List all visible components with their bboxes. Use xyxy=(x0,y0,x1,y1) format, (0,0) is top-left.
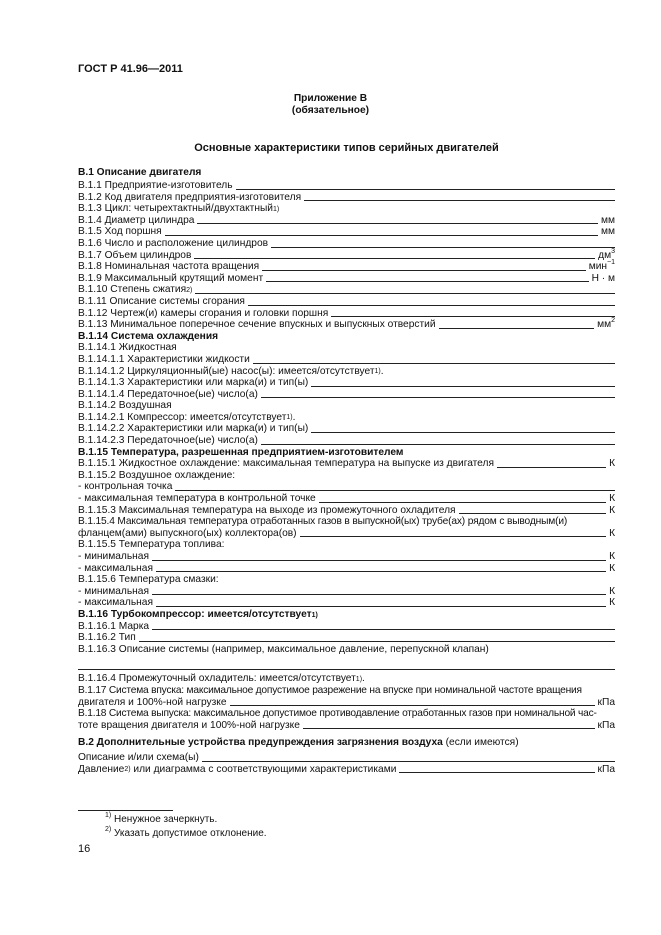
fill-line xyxy=(175,490,615,491)
appendix-note: (обязательное) xyxy=(291,105,370,116)
form-row: В.1.16.3 Описание системы (например, максимальное давление, перепускной клапан) xyxy=(78,643,489,655)
form-row: фланцем(ами) выпускного(ых) коллектора(ов) К xyxy=(78,527,615,539)
form-row: В.1.18 Система выпуска: максимальное допустимое противодавление отработанных газов при номинальной час- xyxy=(78,708,597,720)
form-row: В.1.1 Предприятие-изготовитель xyxy=(78,180,615,192)
form-row: В.1.14.2.2 Характеристики или марка(и) и тип(ы) xyxy=(78,423,615,435)
fill-line xyxy=(197,223,598,224)
fill-line xyxy=(459,513,607,514)
form-row: В.1.16.2 Тип xyxy=(78,632,615,644)
form-row: В.1.7 Объем цилиндров $дм^3$ xyxy=(78,247,615,261)
footnote-mark: 1) xyxy=(286,414,293,422)
footnote-mark: 2) xyxy=(124,766,131,774)
form-row: В.1.9 Максимальный крутящий момент Н · м xyxy=(78,272,615,284)
fill-line xyxy=(248,305,615,306)
form-row: В.1.14.2 Воздушная xyxy=(78,400,172,412)
form-row: - контрольная точка xyxy=(78,481,615,493)
footnote-mark: 1) xyxy=(311,611,318,619)
appendix-title: Приложение В xyxy=(293,93,368,104)
document-title: Основные характеристики типов серийных двигателей xyxy=(194,142,499,154)
fill-line xyxy=(152,629,615,630)
form-row: В.1.15.2 Воздушное охлаждение: xyxy=(78,469,236,481)
fill-line xyxy=(194,258,595,259)
fill-line xyxy=(331,316,615,317)
form-row: тоте вращения двигателя и 100%-ной нагрузке кПа xyxy=(78,719,615,731)
footnote-mark: 1) xyxy=(374,368,381,376)
subsection-heading: В.1.15 Температура, разрешенная предприятием-изготовителем xyxy=(78,446,404,458)
footnote-mark: 1) xyxy=(272,205,280,213)
fill-line xyxy=(261,444,615,445)
unit-label: К xyxy=(609,551,615,562)
fill-line xyxy=(311,432,615,433)
form-row: В.1.15.6 Температура смазки: xyxy=(78,574,219,586)
form-row: В.1.15.3 Максимальная температура на выходе из промежуточного охладителя К xyxy=(78,504,615,516)
form-row: В.1.15.5 Температура топлива: xyxy=(78,539,225,551)
section-b2-heading: В.2 Дополнительные устройства предупреждения загрязнения воздуха (если имеются) xyxy=(78,737,519,749)
unit-label: мм xyxy=(600,214,615,226)
form-row: В.1.17 Система впуска: максимальное допустимое разрежение на впуске при номинальной частоте вращения xyxy=(78,684,582,696)
unit-label: К xyxy=(609,527,615,539)
form-row: В.1.14.1.2 Циркуляционный(ые) насос(ы): имеется/отсутствует $^{1)}$ . xyxy=(78,365,384,377)
section-b1-heading: В.1 Описание двигателя xyxy=(78,167,202,179)
fill-line xyxy=(202,761,615,762)
form-row: - максимальная температура в контрольной точке К xyxy=(78,493,615,505)
fill-line xyxy=(139,641,615,642)
fill-line xyxy=(304,200,615,201)
form-row: - минимальная К xyxy=(78,551,615,562)
form-row: В.1.14.2.1 Компрессор: имеется/отсутствует $^{1)}$ . xyxy=(78,411,296,423)
fill-line xyxy=(311,386,615,387)
form-row: В.1.15.1 Жидкостное охлаждение: максимальная температура на выпуске из двигателя К xyxy=(78,458,615,470)
form-row: В.1.12 Чертеж(и) камеры сгорания и головки поршня xyxy=(78,308,615,320)
fill-line xyxy=(319,502,606,503)
fill-line xyxy=(156,571,606,572)
form-row: Давление $^{2)}$ или диаграмма с соответствующими характеристиками кПа xyxy=(78,763,615,775)
form-row: - минимальная К xyxy=(78,585,615,597)
footnote-mark: 2) xyxy=(186,286,193,294)
page-number: 16 xyxy=(78,843,91,855)
form-row: В.1.16.1 Марка xyxy=(78,621,615,633)
unit-label: $мм^2$ xyxy=(597,317,615,331)
subsection-heading: В.1.16 Турбокомпрессор: имеется/отсутствует $^{1)}$ xyxy=(78,608,318,620)
fill-line xyxy=(262,270,586,271)
unit-label: К xyxy=(609,562,615,574)
form-row: В.1.4 Диаметр цилиндра мм xyxy=(78,214,615,226)
unit-label: К xyxy=(609,597,615,609)
fill-line xyxy=(230,705,595,706)
form-row: В.1.5 Ход поршня мм xyxy=(78,226,615,238)
fill-line xyxy=(152,560,606,561)
form-row: В.1.14.1.3 Характеристики или марка(и) и тип(ы) xyxy=(78,377,615,389)
subsection-heading: В.1.14 Система охлаждения xyxy=(78,330,219,342)
standard-header: ГОСТ Р 41.96—2011 xyxy=(78,63,183,75)
form-row: В.1.8 Номинальная частота вращения мин$^{-1}$ xyxy=(78,259,615,273)
unit-label: К xyxy=(609,493,615,505)
unit-label: мин$^{-1}$ xyxy=(588,259,615,273)
form-row: В.1.16.4 Промежуточный охладитель: имеется/отсутствует $^{1)}$ . xyxy=(78,673,365,685)
fill-line xyxy=(253,363,615,364)
fill-line xyxy=(152,594,606,595)
form-row: - максимальная К xyxy=(78,562,615,574)
fill-line xyxy=(439,328,595,329)
document-body xyxy=(78,166,615,775)
fill-line xyxy=(497,467,606,468)
unit-label: кПа xyxy=(597,763,615,775)
fill-line xyxy=(271,247,615,248)
form-row: В.1.14.2.3 Передаточное(ые) число(а) xyxy=(78,435,615,447)
form-row: В.1.14.1.1 Характеристики жидкости xyxy=(78,354,615,366)
form-row: В.1.14.1.4 Передаточное(ые) число(а) xyxy=(78,389,615,401)
form-row: В.1.15.4 Максимальная температура отработанных газов в выпускной(ых) трубе(ах) рядом с выводным(и) xyxy=(78,516,568,528)
unit-label: К xyxy=(609,504,615,516)
footnote-2: $^{2)}$ Указать допустимое отклонение. xyxy=(105,826,267,839)
form-row: В.1.13 Минимальное поперечное сечение впускных и выпускных отверстий $мм^2$ xyxy=(78,317,615,331)
unit-label: К xyxy=(609,585,615,597)
footnote-separator xyxy=(78,810,173,811)
form-row: двигателя и 100%-ной нагрузке кПа xyxy=(78,696,615,708)
form-row: Описание и/или схема(ы) xyxy=(78,752,615,764)
fill-line xyxy=(156,606,606,607)
fill-line xyxy=(195,293,615,294)
fill-line xyxy=(303,728,595,729)
form-row: В.1.10 Степень сжатия $^{2)}$ xyxy=(78,284,615,296)
unit-label: К xyxy=(609,458,615,470)
section-heading xyxy=(78,166,615,179)
form-row: В.1.11 Описание системы сгорания xyxy=(78,296,615,308)
fill-line xyxy=(399,772,594,773)
form-row: В.1.3 Цикл: четырехтактный/двухтактный $^{1)}$ xyxy=(78,203,280,215)
form-row: - максимальная К xyxy=(78,597,615,609)
unit-label: $дм^3$ xyxy=(598,247,615,261)
fill-line xyxy=(261,397,615,398)
footnote-1: $^{1)}$ Ненужное зачеркнуть. xyxy=(105,812,218,825)
fill-line xyxy=(236,189,615,190)
form-row: В.1.2 Код двигателя предприятия-изготовителя xyxy=(78,192,615,204)
fill-line xyxy=(165,235,598,236)
fill-line xyxy=(300,536,606,537)
form-row: В.1.6 Число и расположение цилиндров xyxy=(78,238,615,250)
blank-fill-line xyxy=(78,655,615,670)
unit-label: Н · м xyxy=(591,272,615,284)
fill-line xyxy=(266,281,588,282)
unit-label: мм xyxy=(600,226,615,238)
unit-label: кПа xyxy=(597,696,615,708)
form-row: В.1.14.1 Жидкостная xyxy=(78,342,177,354)
unit-label: кПа xyxy=(597,719,615,731)
footnote-mark: 1) xyxy=(355,675,363,683)
